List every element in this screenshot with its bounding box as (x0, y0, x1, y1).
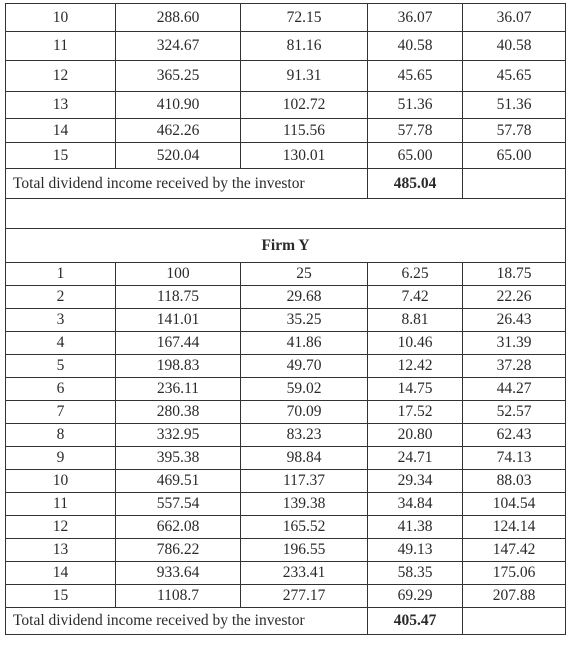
year-cell: 8 (6, 424, 116, 447)
value-cell: 557.54 (116, 493, 241, 516)
share-cell: 115.56 (241, 119, 368, 143)
year-cell: 10 (6, 470, 116, 493)
spacer-cell (6, 199, 566, 229)
share-cell: 277.17 (241, 585, 368, 608)
table-row (6, 585, 566, 608)
share-cell: 91.31 (241, 61, 368, 92)
retained-cell: 175.06 (463, 562, 566, 585)
value-cell: 167.44 (116, 332, 241, 355)
value-cell: 118.75 (116, 286, 241, 309)
table-row (6, 32, 566, 61)
firm-x-total-label: Total dividend income received by the investor (6, 169, 368, 199)
firm-y-title-row (6, 229, 566, 263)
dividend-cell: 65.00 (368, 143, 463, 169)
retained-cell: 57.78 (463, 119, 566, 143)
table-row (6, 447, 566, 470)
value-cell: 1108.7 (116, 585, 241, 608)
retained-cell: 18.75 (463, 263, 566, 286)
year-cell: 13 (6, 92, 116, 119)
year-cell: 12 (6, 516, 116, 539)
year-cell: 6 (6, 378, 116, 401)
share-cell: 72.15 (241, 4, 368, 32)
share-cell: 130.01 (241, 143, 368, 169)
dividend-table (5, 3, 566, 635)
retained-cell: 88.03 (463, 470, 566, 493)
firm-y-title: Firm Y (6, 229, 566, 263)
value-cell: 100 (116, 263, 241, 286)
dividend-cell: 69.29 (368, 585, 463, 608)
value-cell: 786.22 (116, 539, 241, 562)
retained-cell: 22.26 (463, 286, 566, 309)
dividend-cell: 57.78 (368, 119, 463, 143)
dividend-cell: 14.75 (368, 378, 463, 401)
year-cell: 10 (6, 4, 116, 32)
dividend-cell: 45.65 (368, 61, 463, 92)
retained-cell: 104.54 (463, 493, 566, 516)
firm-x-body (6, 4, 566, 169)
table-row (6, 562, 566, 585)
retained-cell: 26.43 (463, 309, 566, 332)
table-row (6, 286, 566, 309)
table-row (6, 61, 566, 92)
firm-y-total-row (6, 608, 566, 635)
year-cell: 11 (6, 493, 116, 516)
value-cell: 332.95 (116, 424, 241, 447)
value-cell: 933.64 (116, 562, 241, 585)
dividend-cell: 41.38 (368, 516, 463, 539)
year-cell: 9 (6, 447, 116, 470)
dividend-cell: 49.13 (368, 539, 463, 562)
year-cell: 12 (6, 61, 116, 92)
value-cell: 141.01 (116, 309, 241, 332)
value-cell: 288.60 (116, 4, 241, 32)
share-cell: 233.41 (241, 562, 368, 585)
dividend-cell: 34.84 (368, 493, 463, 516)
dividend-cell: 29.34 (368, 470, 463, 493)
retained-cell: 37.28 (463, 355, 566, 378)
retained-cell: 40.58 (463, 32, 566, 61)
value-cell: 324.67 (116, 32, 241, 61)
dividend-cell: 7.42 (368, 286, 463, 309)
retained-cell: 207.88 (463, 585, 566, 608)
value-cell: 462.26 (116, 119, 241, 143)
firm-x-total-value: 485.04 (368, 169, 463, 199)
share-cell: 165.52 (241, 516, 368, 539)
share-cell: 117.37 (241, 470, 368, 493)
value-cell: 395.38 (116, 447, 241, 470)
dividend-cell: 40.58 (368, 32, 463, 61)
share-cell: 70.09 (241, 401, 368, 424)
retained-cell: 36.07 (463, 4, 566, 32)
value-cell: 236.11 (116, 378, 241, 401)
share-cell: 59.02 (241, 378, 368, 401)
year-cell: 14 (6, 119, 116, 143)
spacer-row (6, 199, 566, 229)
share-cell: 81.16 (241, 32, 368, 61)
retained-cell: 51.36 (463, 92, 566, 119)
dividend-cell: 20.80 (368, 424, 463, 447)
year-cell: 3 (6, 309, 116, 332)
dividend-cell: 12.42 (368, 355, 463, 378)
share-cell: 35.25 (241, 309, 368, 332)
year-cell: 13 (6, 539, 116, 562)
table-row (6, 309, 566, 332)
value-cell: 410.90 (116, 92, 241, 119)
table-row (6, 355, 566, 378)
table-row (6, 424, 566, 447)
dividend-cell: 36.07 (368, 4, 463, 32)
value-cell: 198.83 (116, 355, 241, 378)
retained-cell: 65.00 (463, 143, 566, 169)
table-row (6, 263, 566, 286)
retained-cell: 52.57 (463, 401, 566, 424)
year-cell: 4 (6, 332, 116, 355)
retained-cell: 44.27 (463, 378, 566, 401)
table-row (6, 92, 566, 119)
firm-x-total-row (6, 169, 566, 199)
dividend-cell: 8.81 (368, 309, 463, 332)
table-row (6, 4, 566, 32)
value-cell: 469.51 (116, 470, 241, 493)
share-cell: 41.86 (241, 332, 368, 355)
retained-cell: 124.14 (463, 516, 566, 539)
share-cell: 102.72 (241, 92, 368, 119)
retained-cell: 147.42 (463, 539, 566, 562)
share-cell: 25 (241, 263, 368, 286)
value-cell: 662.08 (116, 516, 241, 539)
firm-y-total-label: Total dividend income received by the investor (6, 608, 368, 635)
table-row (6, 493, 566, 516)
dividend-cell: 58.35 (368, 562, 463, 585)
table-row (6, 119, 566, 143)
firm-x-total-empty-cell (463, 169, 566, 199)
year-cell: 14 (6, 562, 116, 585)
firm-x-total-body (6, 169, 566, 263)
dividend-cell: 24.71 (368, 447, 463, 470)
value-cell: 520.04 (116, 143, 241, 169)
firm-y-total-empty-cell (463, 608, 566, 635)
retained-cell: 31.39 (463, 332, 566, 355)
year-cell: 15 (6, 143, 116, 169)
table-row (6, 539, 566, 562)
retained-cell: 45.65 (463, 61, 566, 92)
year-cell: 7 (6, 401, 116, 424)
value-cell: 280.38 (116, 401, 241, 424)
year-cell: 1 (6, 263, 116, 286)
share-cell: 98.84 (241, 447, 368, 470)
table-row (6, 378, 566, 401)
year-cell: 11 (6, 32, 116, 61)
dividend-cell: 6.25 (368, 263, 463, 286)
firm-y-body (6, 263, 566, 608)
share-cell: 196.55 (241, 539, 368, 562)
share-cell: 49.70 (241, 355, 368, 378)
table-row (6, 143, 566, 169)
share-cell: 29.68 (241, 286, 368, 309)
table-row (6, 332, 566, 355)
value-cell: 365.25 (116, 61, 241, 92)
firm-y-total-value: 405.47 (368, 608, 463, 635)
year-cell: 5 (6, 355, 116, 378)
dividend-cell: 51.36 (368, 92, 463, 119)
share-cell: 83.23 (241, 424, 368, 447)
retained-cell: 74.13 (463, 447, 566, 470)
retained-cell: 62.43 (463, 424, 566, 447)
year-cell: 2 (6, 286, 116, 309)
dividend-cell: 17.52 (368, 401, 463, 424)
firm-y-total-body (6, 608, 566, 635)
share-cell: 139.38 (241, 493, 368, 516)
table-row (6, 516, 566, 539)
dividend-cell: 10.46 (368, 332, 463, 355)
year-cell: 15 (6, 585, 116, 608)
table-row (6, 470, 566, 493)
table-row (6, 401, 566, 424)
